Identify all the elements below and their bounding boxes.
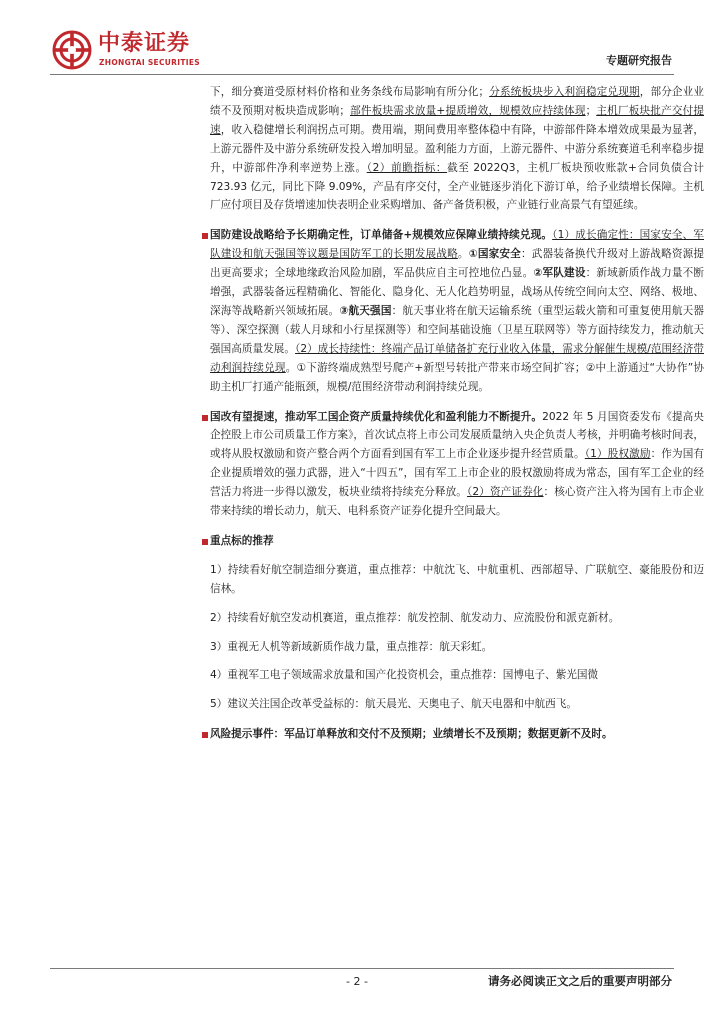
underlined-run: （2）前瞻指标： xyxy=(366,161,448,174)
text-run: 截至 2022Q3，主机厂板块预收账款+合同负债合计 723.93 亿元，同比下降 9.09%，产品有序交付，全产业链逐步消化下游订单，给予业绩增长保障。主机厂应付项目及存货增速加快表明企业采购增加、备产备货积极，产业链行业高景气有望延续。 xyxy=(210,161,705,212)
recommendation-item: 4）重视军工电子领域需求放量和国产化投资机会，重点推荐：国博电子、紫光国微 xyxy=(210,669,599,682)
section-recommendations xyxy=(210,532,704,714)
section-soe-reform xyxy=(210,408,704,521)
report-type-label: 专题研究报告 xyxy=(606,54,672,67)
section-paragraph xyxy=(210,226,704,396)
zhongtai-logo-icon xyxy=(52,30,92,70)
section-defense-strategy xyxy=(210,226,704,396)
brand-name-en: ZHONGTAI SECURITIES xyxy=(99,58,200,67)
underlined-run: （1）股权激励 xyxy=(584,448,651,461)
bold-run: ③航天强国 xyxy=(339,304,392,317)
underlined-run: （2）成长持续性：终端产品订单储备扩充行业收入体量，需求分解催生规模/范围经济带动利润持续兑现 xyxy=(210,342,705,374)
section-lead: 国防建设战略给予长期确定性，订单储备+规模效应保障业绩持续兑现。 xyxy=(210,229,553,242)
underlined-run: （2）资产证券化 xyxy=(466,486,544,499)
report-body xyxy=(210,83,704,744)
footer-divider xyxy=(50,968,674,969)
bullet-square-icon xyxy=(202,415,208,421)
text-run: 。①下游终端成熟型号爬产+新型号转批产带来市场空间扩容；②中上游通过“大协作”协助主机厂打通产能瓶颈，规模/范围经济带动利润持续兑现。 xyxy=(210,361,704,393)
underlined-run: 部件板块需求放量+提质增效，规模效应持续体现 xyxy=(349,104,586,117)
recommendation-item: 3）重视无人机等新域新质作战力量，重点推荐：航天彩虹。 xyxy=(210,640,493,653)
section-risk-warning xyxy=(210,725,704,744)
section-paragraph xyxy=(210,408,704,521)
bullet-square-icon xyxy=(202,732,208,738)
underlined-run: 主机厂板块批产交付提速 xyxy=(210,104,705,136)
brand-name-cn: 中泰证券 xyxy=(98,31,191,56)
section-title: 重点标的推荐 xyxy=(210,534,274,547)
text-run: 2022 年 5 月国资委发布《提高央企控股上市公司质量工作方案》，首次试点将上市公司发展质量纳入央企负责人考核，并明确考核时间表，或将从股权激励和资产整合两个方面看到国有军工上市企业逐步提升经营质量。 xyxy=(210,410,704,461)
recommendation-item: 1）持续看好航空制造细分赛道，重点推荐：中航沈飞、中航重机、西部超导、广联航空、豪能股份和迈信林。 xyxy=(210,563,704,595)
text-run: 。 xyxy=(457,248,469,261)
bold-run: ①国家安全 xyxy=(468,248,521,261)
text-run: ； xyxy=(585,104,597,117)
text-run: 下，细分赛道受原材料价格和业务条线布局影响有所分化； xyxy=(210,86,490,98)
text-run: ，收入稳健增长利润拐点可期。费用端，期间费用率整体稳中有降，中游部件降本增效成果最为显著，上游元器件及中游分系统研发投入增加明显。盈利能力方面，上游元器件、中游分系统赛道毛利率稳步提升，中游部件净利率逆势上涨。 xyxy=(210,123,705,174)
text-run: ：核心资产注入将为国有上市企业带来持续的增长动力，航天、电科系资产证券化提升空间最大。 xyxy=(210,486,704,518)
bullet-square-icon xyxy=(202,233,208,239)
intro-paragraph xyxy=(210,83,704,215)
page-number: - 2 - xyxy=(346,975,368,988)
section-lead: 国改有望提速，推动军工国企资产质量持续优化和盈利能力不断提升。 xyxy=(210,410,543,423)
text-run: ：作为国有企业提质增效的强力武器，进入“十四五”，国有军工上市企业的股权激励将成为常态，国有军工企业的经营活力将进一步得以激发，板块业绩将持续充分释放。 xyxy=(210,448,705,499)
risk-warning-text: 风险提示事件：军品订单释放和交付不及预期；业绩增长不及预期；数据更新不及时。 xyxy=(210,728,613,741)
disclaimer-notice: 请务必阅读正文之后的重要声明部分 xyxy=(488,974,672,988)
page-header xyxy=(0,0,724,84)
bold-run: ②军队建设 xyxy=(533,267,586,280)
underlined-run: 分系统板块步入利润稳定兑现期 xyxy=(489,86,640,98)
underlined-run: （1）成长确定性：国家安全、军队建设和航天强国等议题是国防军工的长期发展战略 xyxy=(210,229,704,261)
text-run: ，部分企业业绩不及预期对板块造成影响； xyxy=(210,86,705,117)
text-run: ：新域新质作战力量不断增强，武器装备远程精确化、智能化、隐身化、无人化趋势明显，战场从传统空间向太空、网络、极地、深海等战略新兴领域拓展。 xyxy=(210,267,704,317)
text-run: ：航天事业将在航天运输系统（重型运载火箭和可重复使用航天器等）、深空探测（载人月球和小行星探测等）和空间基础设施（卫星互联网等）等方面持续发力，推动航天强国高质量发展。 xyxy=(210,304,705,355)
text-run: ：武器装备换代升级对上游战略资源提出更高要求；全球地缘政治风险加剧，军品供应自主可控地位凸显。 xyxy=(210,248,705,280)
bullet-square-icon xyxy=(202,539,208,545)
recommendation-item: 2）持续看好航空发动机赛道，重点推荐：航发控制、航发动力、应流股份和派克新材。 xyxy=(210,611,620,624)
recommendation-item: 5）建议关注国企改革受益标的：航天晨光、天奥电子、航天电器和中航西飞。 xyxy=(210,698,577,711)
header-divider xyxy=(50,74,674,75)
